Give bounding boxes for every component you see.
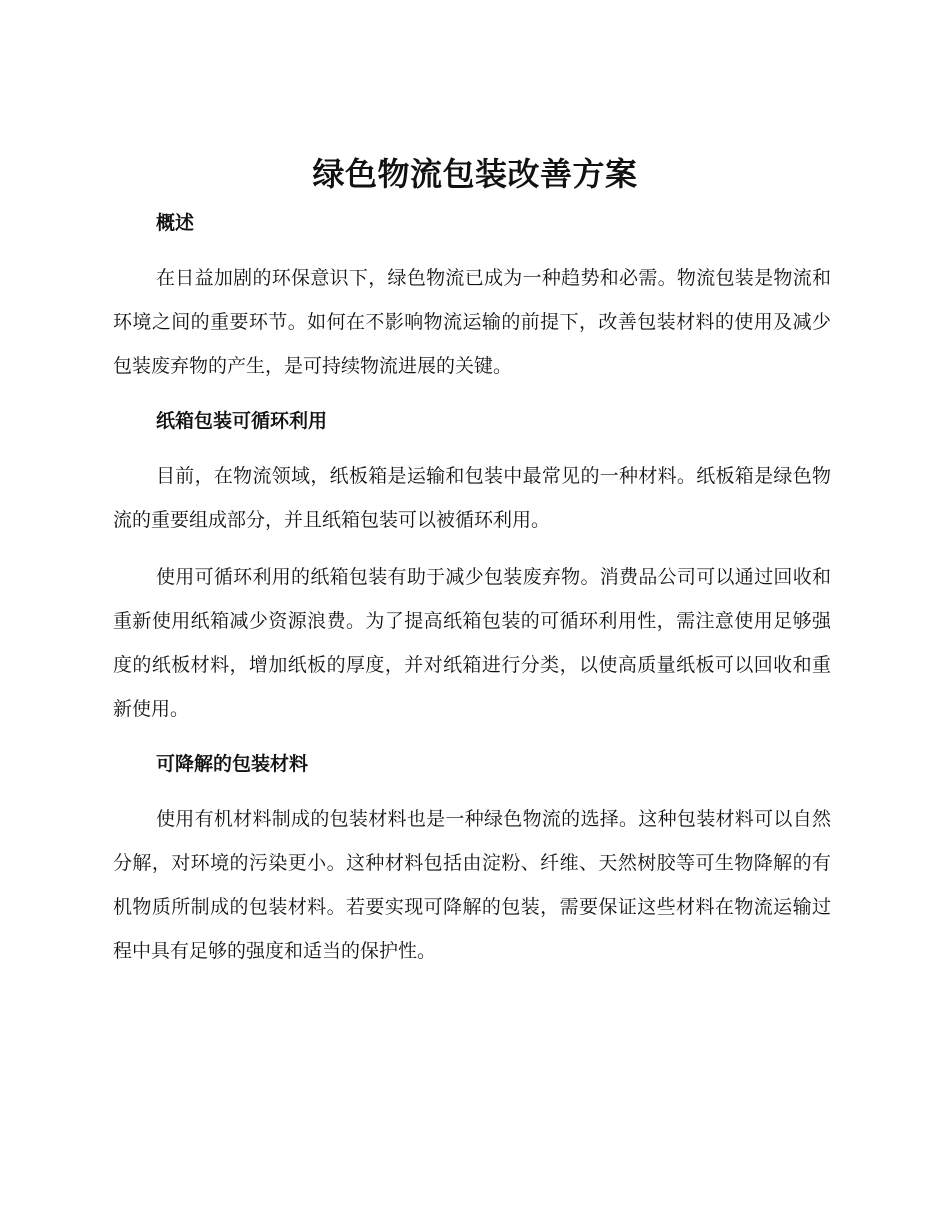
section-heading: 可降解的包装材料 [156,753,309,775]
section-recyclable-cartons [113,401,831,731]
section-heading: 概述 [156,212,195,234]
paragraph: 在日益加剧的环保意识下，绿色物流已成为一种趋势和必需。物流包装是物流和环境之间的重要环节。如何在不影响物流运输的前提下，改善包装材料的使用及减少包装废弃物的产生，是可持续物流进展的关键。 [113,267,831,377]
paragraph: 使用可循环利用的纸箱包装有助于减少包装废弃物。消费品公司可以通过回收和重新使用纸箱减少资源浪费。为了提高纸箱包装的可循环利用性，需注意使用足够强度的纸板材料，增加纸板的厚度，并对纸箱进行分类，以使高质量纸板可以回收和重新使用。 [113,566,831,720]
paragraph: 目前，在物流领域，纸板箱是运输和包装中最常见的一种材料。纸板箱是绿色物流的重要组成部分，并且纸箱包装可以被循环利用。 [113,465,831,531]
section-heading: 纸箱包装可循环利用 [156,410,328,432]
section-overview [113,203,831,388]
paragraph: 使用有机材料制成的包装材料也是一种绿色物流的选择。这种包装材料可以自然分解，对环境的污染更小。这种材料包括由淀粉、纤维、天然树胶等可生物降解的有机物质所制成的包装材料。若要实现可降解的包装，需要保证这些材料在物流运输过程中具有足够的强度和适当的保护性。 [113,808,831,962]
document-body [113,203,831,973]
document-title: 绿色物流包装改善方案 [312,155,638,193]
section-degradable-materials [113,744,831,973]
